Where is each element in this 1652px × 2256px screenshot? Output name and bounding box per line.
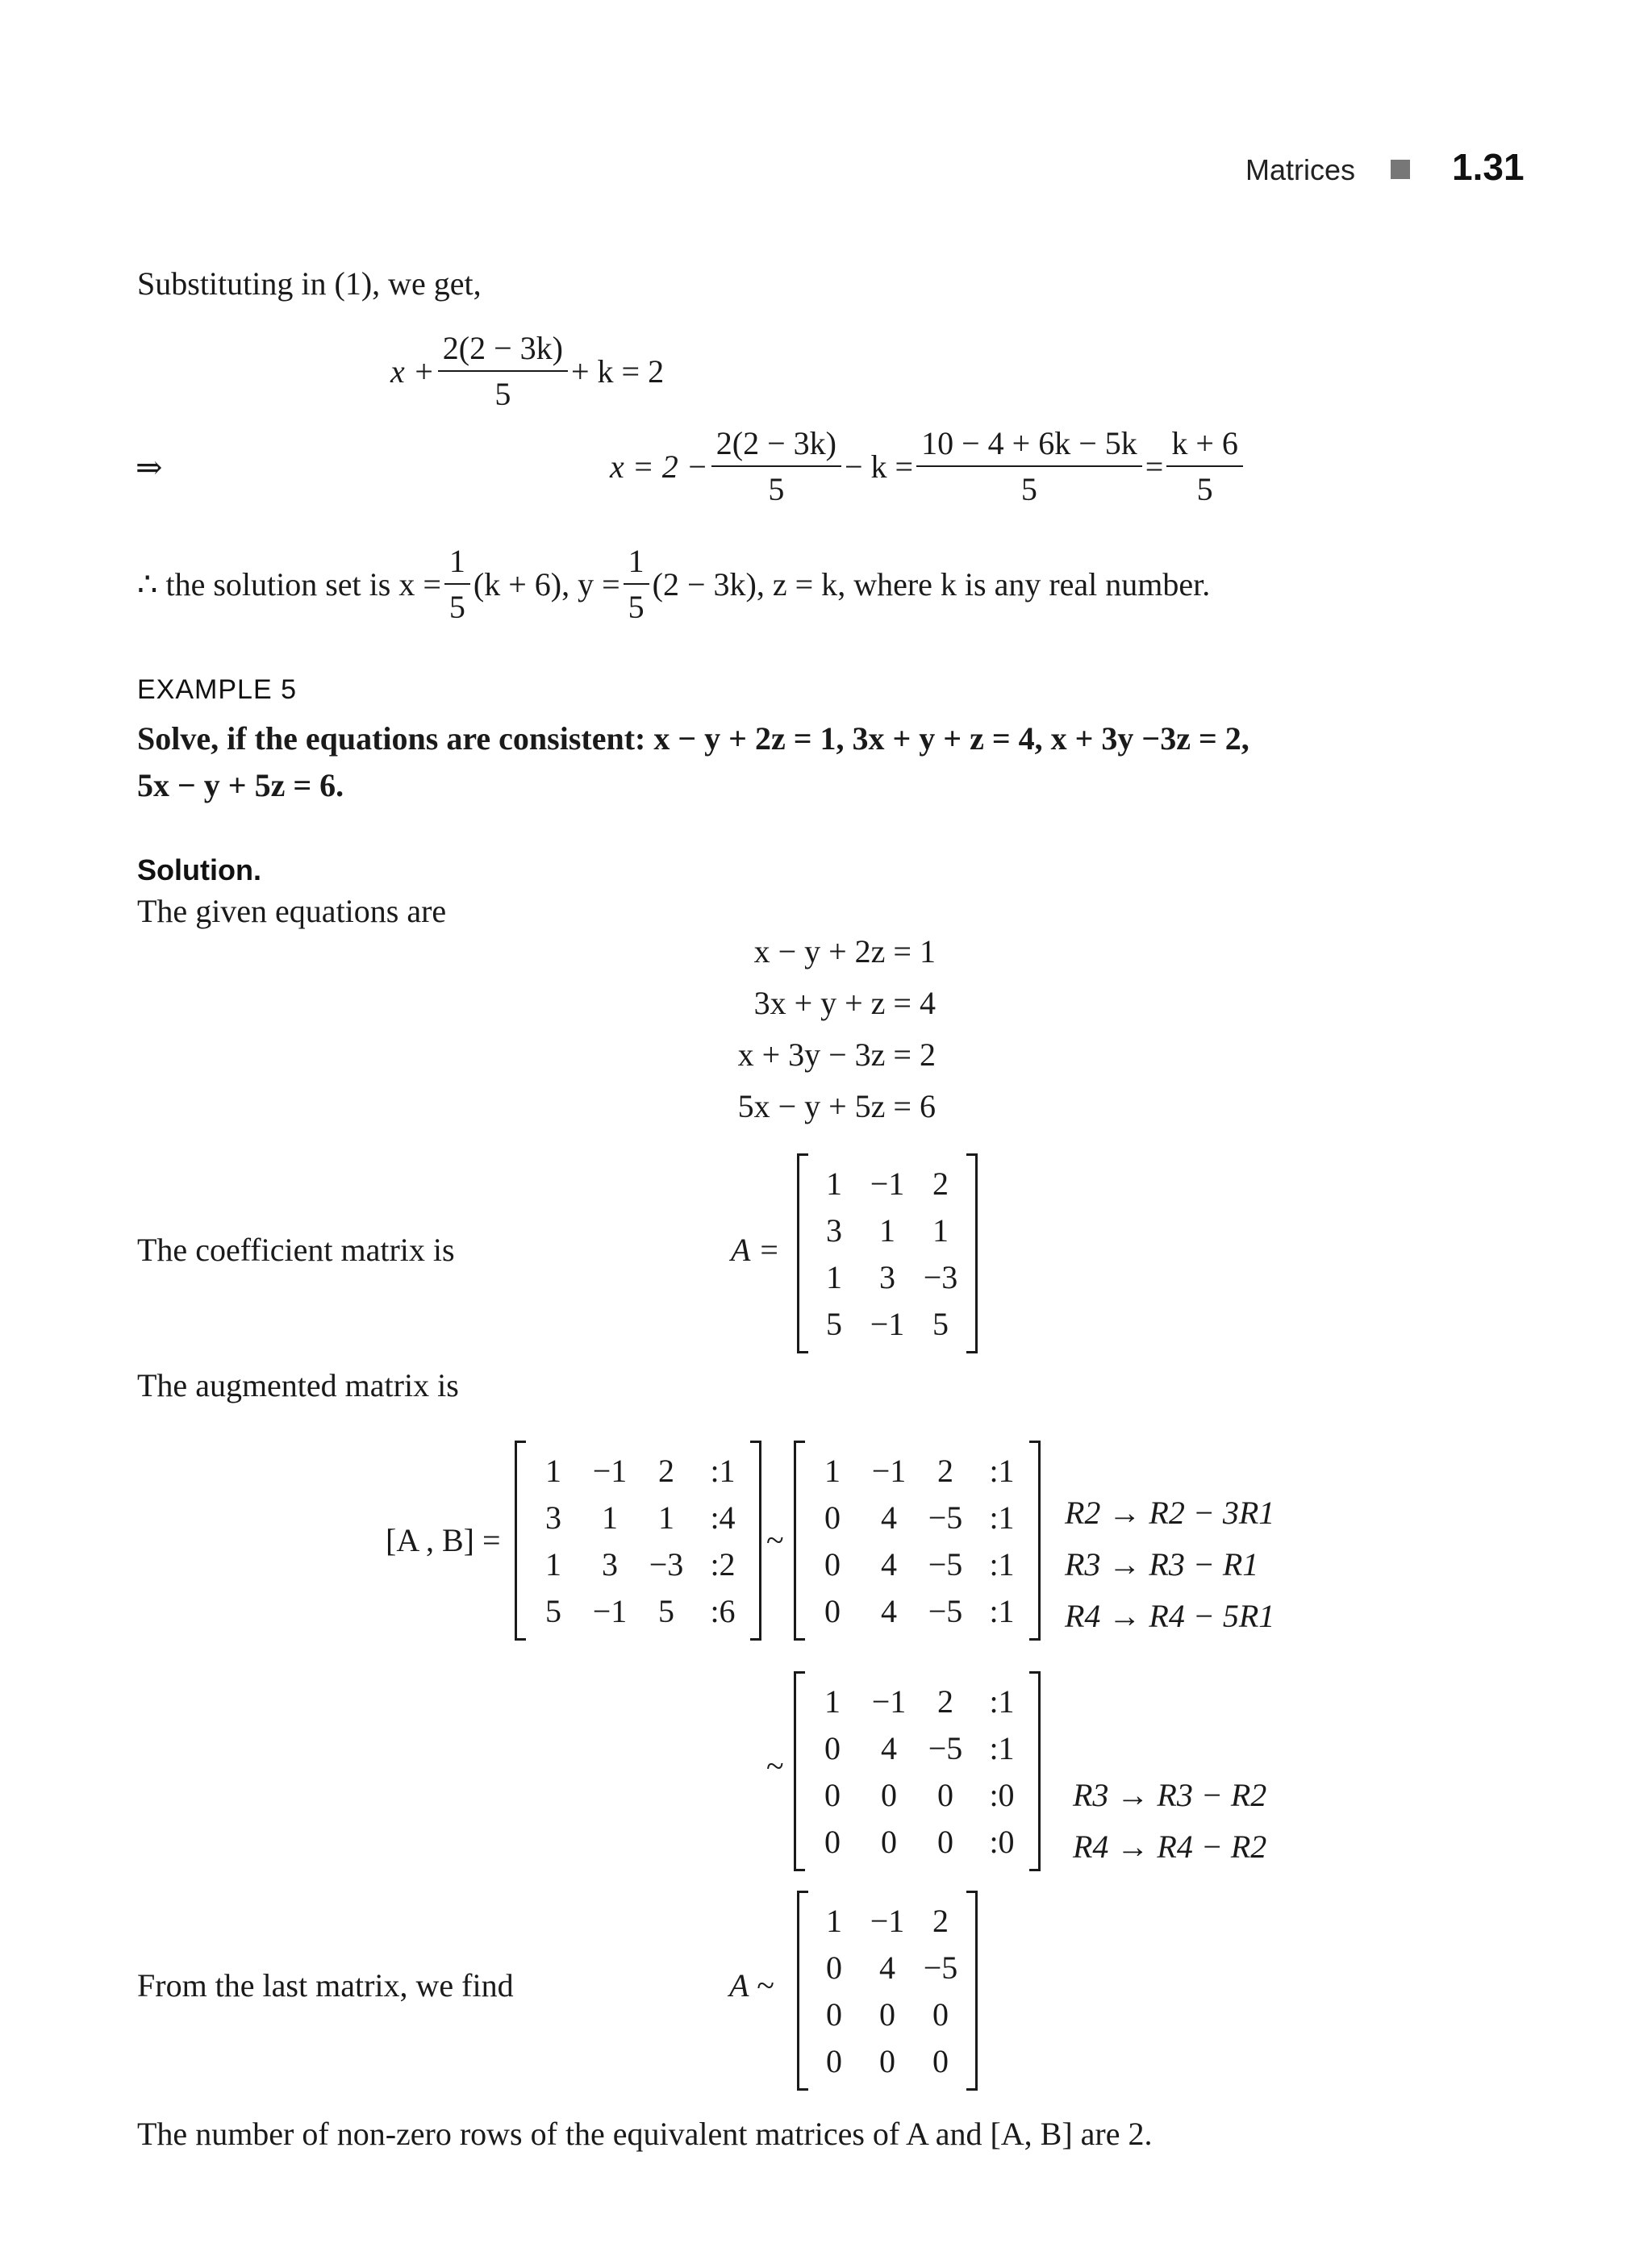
matrix-cell: −1 xyxy=(870,1166,905,1202)
matrix-cell: 0 xyxy=(826,1950,842,1986)
matrix-cell: 0 xyxy=(937,1824,953,1860)
example-statement-line-1: Solve, if the equations are consistent: x − y + 2z = 1, 3x + y + z = 4, x + 3y −3z = 2, xyxy=(137,720,1249,757)
row-operation-label: R4 → R4 − 5R1 xyxy=(1065,1598,1275,1634)
matrix-cell: 0 xyxy=(826,2043,842,2079)
matrix-cell: :1 xyxy=(989,1546,1015,1583)
matrix-cell: 3 xyxy=(879,1259,895,1295)
matrix-cell: 0 xyxy=(824,1777,841,1813)
matrix-cell: 0 xyxy=(937,1777,953,1813)
matrix-cell: 0 xyxy=(824,1730,841,1766)
solution-fraction-x xyxy=(444,542,470,626)
eq1-denominator: 5 xyxy=(494,376,511,412)
matrix-cell: :2 xyxy=(710,1546,736,1583)
solution-heading: Solution. xyxy=(137,853,261,886)
matrix-cell: −3 xyxy=(923,1259,958,1295)
row-operation-label: R3 → R3 − R2 xyxy=(1073,1777,1267,1813)
eq1-fraction xyxy=(438,329,568,413)
matrix-cell: :6 xyxy=(710,1593,736,1629)
matrix-cell: :0 xyxy=(989,1777,1015,1813)
last-matrix-label: From the last matrix, we find xyxy=(137,1967,514,2004)
last-matrix xyxy=(797,1891,978,2091)
fraction-y-numerator: 1 xyxy=(624,542,649,585)
matrix-cell: 1 xyxy=(824,1683,841,1720)
eq2-fraction-2 xyxy=(916,424,1142,508)
matrix-cell: 5 xyxy=(932,1306,949,1342)
equation-2 xyxy=(610,424,1246,508)
matrix-cell: 1 xyxy=(826,1903,842,1939)
matrix-cell: :0 xyxy=(989,1824,1015,1860)
matrix-cell: −1 xyxy=(870,1903,905,1939)
matrix-cell: −5 xyxy=(928,1593,963,1629)
matrix-cell: 3 xyxy=(826,1212,842,1249)
matrix-cell: 2 xyxy=(658,1453,674,1489)
eq1-lhs: x + xyxy=(390,352,435,390)
matrix-cell: 1 xyxy=(658,1499,674,1536)
matrix-cell: :4 xyxy=(710,1499,736,1536)
matrix-cell: 4 xyxy=(879,1950,895,1986)
eq2-numerator-3: k + 6 xyxy=(1166,424,1243,467)
matrix-cell: :1 xyxy=(989,1593,1015,1629)
conclusion-text: The number of non-zero rows of the equivalent matrices of A and [A, B] are 2. xyxy=(137,2116,1153,2152)
eq2-denominator-1: 5 xyxy=(768,471,785,507)
matrix-cell: 4 xyxy=(881,1499,897,1536)
solution-fraction-y xyxy=(624,542,649,626)
solution-set-line xyxy=(137,542,1210,626)
matrix-cell: 0 xyxy=(826,1996,842,2033)
matrix-cell: 3 xyxy=(602,1546,618,1583)
header-square-icon xyxy=(1391,160,1410,179)
matrix-cell: 0 xyxy=(932,2043,949,2079)
row-equivalence-tilde: ~ xyxy=(766,1522,784,1558)
matrix-cell: −1 xyxy=(871,1453,907,1489)
matrix-cell: 0 xyxy=(824,1593,841,1629)
matrix-cell: −3 xyxy=(649,1546,684,1583)
matrix-cell: 1 xyxy=(826,1166,842,1202)
step1-matrix xyxy=(794,1441,1041,1641)
row-operation-label: R4 → R4 − R2 xyxy=(1073,1829,1267,1865)
row-equivalence-tilde: ~ xyxy=(766,1748,784,1784)
matrix-cell: −1 xyxy=(592,1593,628,1629)
equation-line: 3x + y + z = 4 xyxy=(753,985,936,1021)
matrix-cell: 5 xyxy=(545,1593,561,1629)
matrix-cell: :1 xyxy=(710,1453,736,1489)
matrix-cell: −5 xyxy=(928,1499,963,1536)
augmented-matrix xyxy=(515,1441,761,1641)
matrix-cell: 1 xyxy=(545,1453,561,1489)
matrix-cell: 1 xyxy=(824,1453,841,1489)
coefficient-matrix-label: The coefficient matrix is xyxy=(137,1232,455,1268)
matrix-cell: 1 xyxy=(879,1212,895,1249)
augmented-matrix-name: [A , B] = xyxy=(386,1522,501,1558)
equation-line: x + 3y − 3z = 2 xyxy=(737,1036,936,1073)
matrix-cell: −5 xyxy=(923,1950,958,1986)
solution-suffix: , where k is any real number. xyxy=(837,565,1211,603)
last-matrix-name: A ~ xyxy=(729,1967,774,2004)
matrix-cell: 3 xyxy=(545,1499,561,1536)
eq2-fraction-3 xyxy=(1166,424,1243,508)
matrix-cell: 0 xyxy=(932,1996,949,2033)
matrix-cell: 2 xyxy=(932,1166,949,1202)
augmented-matrix-label: The augmented matrix is xyxy=(137,1367,459,1403)
matrix-cell: :1 xyxy=(989,1683,1015,1720)
coefficient-matrix-name: A = xyxy=(731,1232,780,1268)
matrix-cell: 2 xyxy=(932,1903,949,1939)
matrix-cell: 0 xyxy=(881,1777,897,1813)
matrix-cell: −1 xyxy=(871,1683,907,1720)
matrix-cell: −5 xyxy=(928,1546,963,1583)
page-number: 1.31 xyxy=(1452,146,1525,188)
matrix-cell: 0 xyxy=(879,1996,895,2033)
running-header-title: Matrices xyxy=(1245,153,1356,186)
eq2-numerator-2: 10 − 4 + 6k − 5k xyxy=(916,424,1142,467)
equation-1 xyxy=(390,329,664,413)
fraction-x-numerator: 1 xyxy=(444,542,470,585)
eq2-equals: = xyxy=(1145,448,1164,485)
matrix-cell: 0 xyxy=(824,1824,841,1860)
example-label: EXAMPLE 5 xyxy=(137,674,297,705)
fraction-y-denominator: 5 xyxy=(628,589,645,625)
matrix-cell: 0 xyxy=(824,1499,841,1536)
matrix-cell: :1 xyxy=(989,1453,1015,1489)
matrix-cell: 1 xyxy=(545,1546,561,1583)
matrix-cell: 1 xyxy=(932,1212,949,1249)
eq2-lhs: x = 2 − xyxy=(610,448,708,485)
given-equations-text: The given equations are xyxy=(137,893,447,929)
row-operation-label: R2 → R2 − 3R1 xyxy=(1065,1495,1275,1531)
matrix-cell: 4 xyxy=(881,1593,897,1629)
matrix-cell: 2 xyxy=(937,1453,953,1489)
matrix-cell: 2 xyxy=(937,1683,953,1720)
fraction-x-denominator: 5 xyxy=(448,589,465,625)
matrix-cell: −1 xyxy=(592,1453,628,1489)
equation-line: x − y + 2z = 1 xyxy=(753,933,936,970)
eq2-denominator-3: 5 xyxy=(1196,471,1213,507)
matrix-cell: :1 xyxy=(989,1499,1015,1536)
eq1-numerator: 2(2 − 3k) xyxy=(438,329,568,372)
row-operation-label: R3 → R3 − R1 xyxy=(1065,1546,1259,1583)
coefficient-matrix xyxy=(797,1153,978,1353)
matrix-cell: −1 xyxy=(870,1306,905,1342)
matrix-cell: 0 xyxy=(879,2043,895,2079)
eq2-mid: − k = xyxy=(844,448,914,485)
matrix-cell: 5 xyxy=(658,1593,674,1629)
solution-prefix: ∴ the solution set is x = xyxy=(137,565,441,603)
matrix-cell: 1 xyxy=(602,1499,618,1536)
step2-matrix xyxy=(794,1671,1041,1871)
eq2-fraction-1 xyxy=(711,424,841,508)
eq2-denominator-2: 5 xyxy=(1020,471,1037,507)
equation-line: 5x − y + 5z = 6 xyxy=(737,1088,936,1124)
substituting-text: Substituting in (1), we get, xyxy=(137,265,482,302)
matrix-cell: 4 xyxy=(881,1730,897,1766)
matrix-cell: −5 xyxy=(928,1730,963,1766)
matrix-cell: :1 xyxy=(989,1730,1015,1766)
matrix-cell: 5 xyxy=(826,1306,842,1342)
solution-x: (k + 6), y = xyxy=(473,565,620,603)
eq1-rhs: + k = 2 xyxy=(570,352,665,390)
matrix-cell: 4 xyxy=(881,1546,897,1583)
matrix-cell: 0 xyxy=(824,1546,841,1583)
eq2-numerator-1: 2(2 − 3k) xyxy=(711,424,841,467)
example-statement-line-2: 5x − y + 5z = 6. xyxy=(137,767,344,803)
implies-symbol: ⇒ xyxy=(136,449,163,486)
matrix-cell: 1 xyxy=(826,1259,842,1295)
solution-y: (2 − 3k), z = k xyxy=(652,565,838,603)
matrix-cell: 0 xyxy=(881,1824,897,1860)
